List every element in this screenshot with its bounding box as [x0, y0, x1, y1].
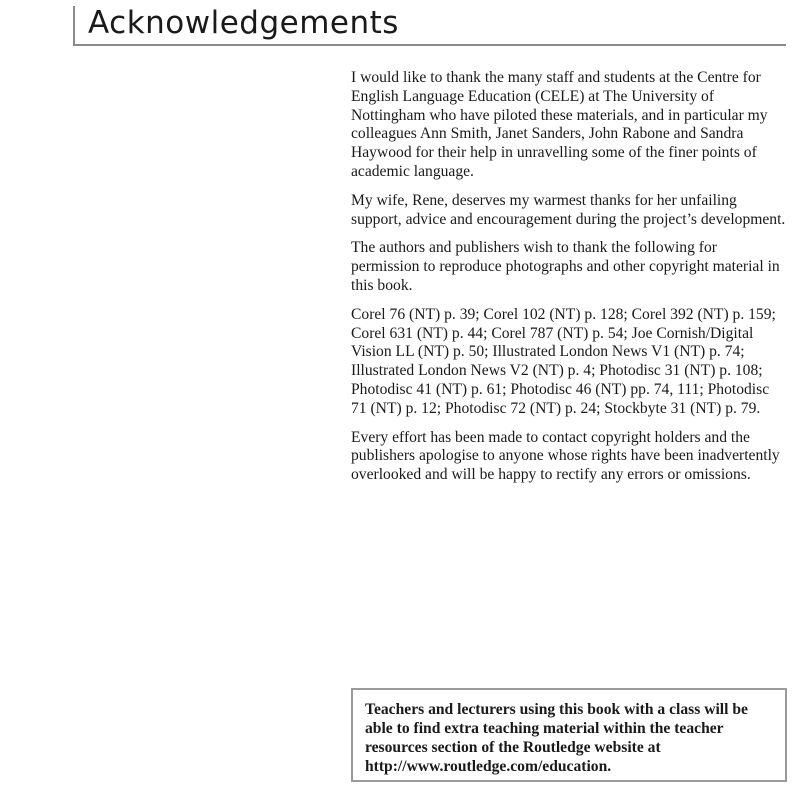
paragraph-photo-credits: Corel 76 (NT) p. 39; Corel 102 (NT) p. 128; Corel 392 (NT) p. 159; Corel 631 (NT) p. 44; Corel 787 (NT) p. 54; Joe Cornish/Digital Vision LL (NT) p. 50; Illustrated London News V1 (NT) p. 74; Illustrated London News V2 (NT) p. 4; Photodisc 31 (NT) p. 108; Photodisc 41 (NT) p. 61; Photodisc 46 (NT) pp. 74, 111; Photodisc 71 (NT) p. 12; Photodisc 72 (NT) p. 24; Stockbyte 31 (NT) p. 79.: [351, 305, 776, 417]
paragraph-permissions-intro: The authors and publishers wish to thank the following for permission to reproduce photographs and other copyright material in this book.: [351, 239, 780, 294]
paragraph-copyright-notice: Every effort has been made to contact copyright holders and the publishers apologise to anyone whose rights have been inadvertently overlooked and will be happy to rectify any errors or omissions.: [351, 428, 780, 484]
page-title: Acknowledgements: [88, 5, 399, 41]
acknowledgements-body: [351, 69, 787, 495]
paragraph-thanks-wife: My wife, Rene, deserves my warmest thanks for her unfailing support, advice and encouragement during the project’s development.: [351, 191, 786, 228]
paragraph-thanks-staff: I would like to thank the many staff and students at the Centre for English Language Education (CELE) at The University of Nottingham who have piloted these materials, and in particular my colleagues Ann Smith, Janet Sanders, John Rabone and Sandra Haywood for their help in unravelling some of the finer points of academic language.: [351, 69, 768, 180]
heading-rule-vertical: [73, 6, 75, 46]
teacher-resources-note: Teachers and lecturers using this book with a class will be able to find extra teaching material within the teacher resources section of the Routledge website at http://www.routledge.com/education.: [365, 701, 748, 775]
teacher-resources-box: [351, 688, 787, 782]
